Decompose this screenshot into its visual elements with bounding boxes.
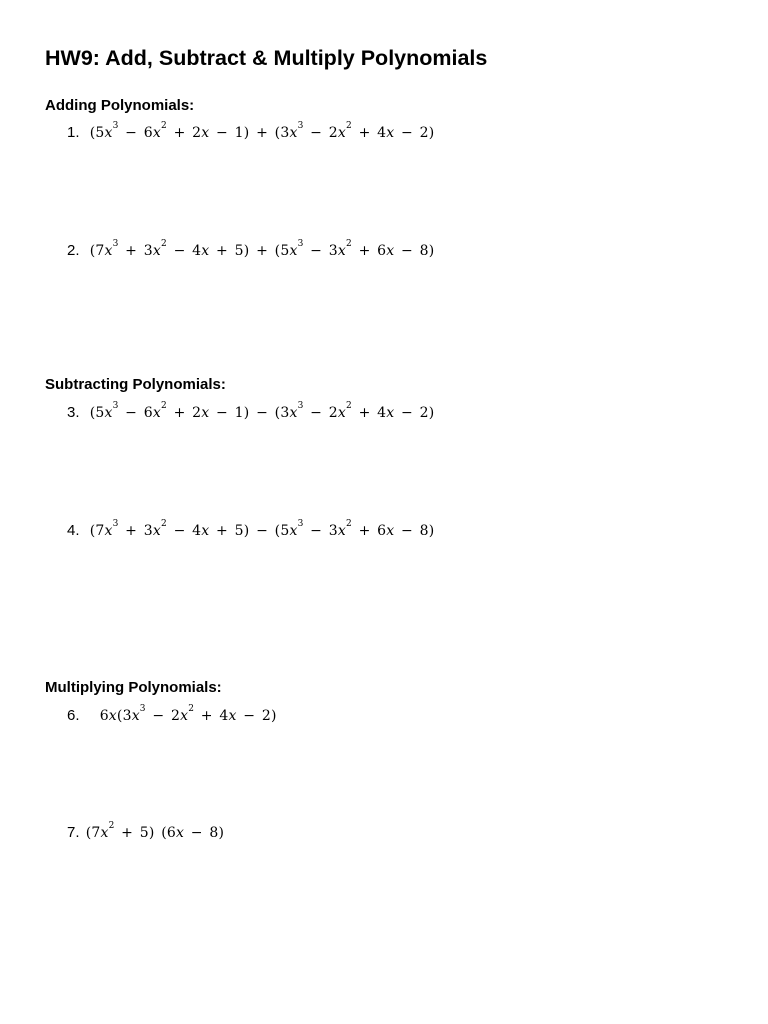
- problem-4: [67, 521, 434, 541]
- problem-number: 2.: [67, 242, 80, 259]
- problem-expression: $(7x^3 + 3x^2 - 4x + 5) + (5x^3 - 3x^2 + 6x - 8)$: [89, 239, 435, 259]
- problem-expression: $(7x^2 + 5) (6x - 8)$: [85, 821, 225, 841]
- problem-number: 6.: [67, 707, 80, 724]
- problem-6: [67, 706, 277, 726]
- problem-2: [67, 241, 434, 261]
- problem-7: [67, 823, 224, 843]
- problem-3: [67, 403, 434, 423]
- problem-number: 3.: [67, 404, 80, 421]
- problem-number: 7.: [67, 824, 80, 841]
- problem-number: 4.: [67, 522, 80, 539]
- problem-expression: $(5x^3 - 6x^2 + 2x - 1) + (3x^3 - 2x^2 + 4x - 2)$: [89, 121, 435, 141]
- problem-expression: $(5x^3 - 6x^2 + 2x - 1) - (3x^3 - 2x^2 + 4x - 2)$: [89, 401, 435, 421]
- page-title: HW9: Add, Subtract & Multiply Polynomials: [45, 46, 488, 70]
- section-heading-multiplying: Multiplying Polynomials:: [45, 679, 222, 696]
- section-heading-adding: Adding Polynomials:: [45, 97, 195, 114]
- section-heading-subtracting: Subtracting Polynomials:: [45, 376, 226, 393]
- problem-expression: $(7x^3 + 3x^2 - 4x + 5) - (5x^3 - 3x^2 + 6x - 8)$: [89, 519, 435, 539]
- problem-expression: $6x(3x^3 - 2x^2 + 4x - 2)$: [99, 704, 277, 724]
- problem-1: [67, 123, 434, 143]
- problem-number: 1.: [67, 124, 80, 141]
